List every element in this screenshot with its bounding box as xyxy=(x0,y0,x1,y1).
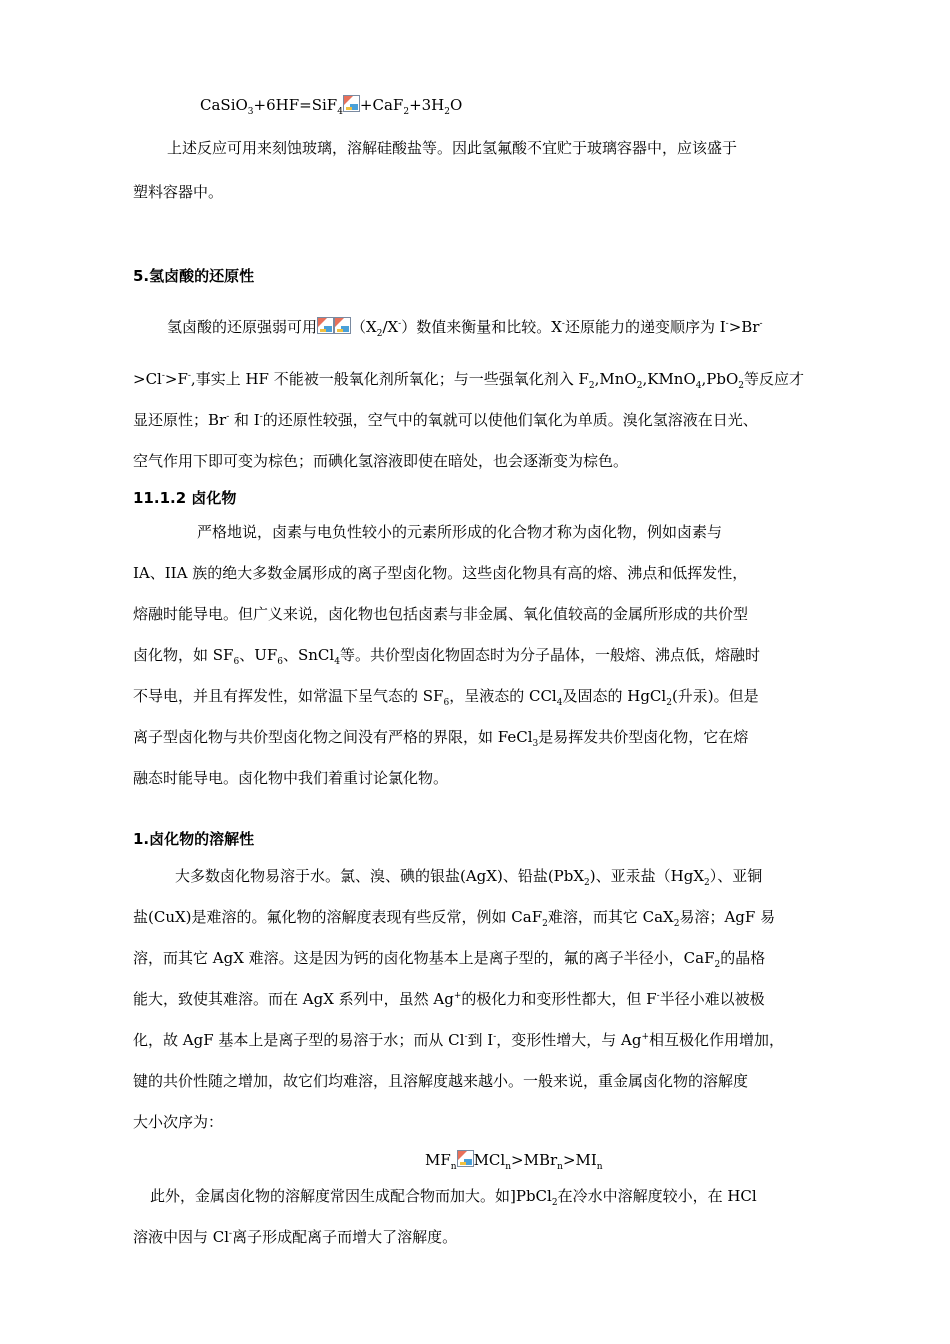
missing-image-icon xyxy=(457,1150,474,1167)
equation-solubility-order: $MF_n$ $MCl_n>MBr_n>MI_n$ xyxy=(425,1151,603,1172)
paragraph-line: 空气作用下即可变为棕色；而碘化氢溶液即使在暗处，也会逐渐变为棕色。 xyxy=(133,452,629,470)
missing-image-icon xyxy=(317,317,334,334)
paragraph-line: >Cl->F-,事实上 HF 不能被一般氧化剂所氧化；与一些强氧化剂入 $F_2,MnO_2,KMnO_4,PbO_2$等反应才 xyxy=(133,370,805,391)
paragraph-line: 不导电，并且有挥发性，如常温下呈气态的 $SF_6$，呈液态的 CCl$_4$及固态的 HgCl$_2$(升汞)。但是 xyxy=(133,687,759,708)
paragraph-line: 上述反应可用来刻蚀玻璃，溶解硅酸盐等。因此氢氟酸不宜贮于玻璃容器中，应该盛于 xyxy=(167,139,738,157)
paragraph-line: 化，故 AgF 基本上是离子型的易溶于水；而从 Cl-到 I-，变形性增大，与 Ag+相互极化作用增加， xyxy=(133,1031,785,1049)
section-heading: 5.氢卤酸的还原性 xyxy=(133,267,255,285)
paragraph-line: 盐(CuX)是难溶的。氟化物的溶解度表现有些反常，例如 CaF$_2$难溶，而其它 CaX$_2$易溶；AgF 易 xyxy=(133,908,776,929)
paragraph-line: 此外，金属卤化物的溶解度常因生成配合物而加大。如]PbCl$_2$在冷水中溶解度较小，在 HCl xyxy=(150,1187,757,1208)
paragraph-line: 氢卤酸的还原强弱可用 $(X_2/X^-)$数值来衡量和比较。X-还原能力的递变顺序为 I->Br- xyxy=(167,318,763,339)
paragraph-line: 溶液中因与 Cl-离子形成配离子而增大了溶解度。 xyxy=(133,1228,458,1246)
paragraph-line: 塑料容器中。 xyxy=(133,183,224,201)
paragraph-line: 熔融时能导电。但广义来说，卤化物也包括卤素与非金属、氧化值较高的金属所形成的共价型 xyxy=(133,605,749,623)
paragraph-line: 大多数卤化物易溶于水。氯、溴、碘的银盐(AgX)、铅盐(PbX$_2$)、亚汞盐（HgX$_2$）、亚铜 xyxy=(175,867,763,888)
equation-caf2: CaSiO$_3$+6HF=SiF$_4$ $+CaF_2+3H_2O$ xyxy=(200,96,463,117)
paragraph-line: 卤化物，如 $SF_6$、$UF_6$、SnCl$_4$等。共价型卤化物固态时为分子晶体，一般熔、沸点低，熔融时 xyxy=(133,646,760,667)
paragraph-line: 能大，致使其难溶。而在 AgX 系列中，虽然 Ag+的极化力和变形性都大，但 F-半径小难以被极 xyxy=(133,990,765,1008)
section-heading: 11.1.2 卤化物 xyxy=(133,489,237,507)
paragraph-line: 融态时能导电。卤化物中我们着重讨论氯化物。 xyxy=(133,769,449,787)
paragraph-line: 大小次序为： xyxy=(133,1113,224,1131)
section-heading: 1.卤化物的溶解性 xyxy=(133,830,255,848)
paragraph-line: 显还原性；Br- 和 I-的还原性较强，空气中的氧就可以使他们氧化为单质。溴化氢溶液在日光、 xyxy=(133,411,758,429)
missing-image-icon xyxy=(343,95,360,112)
paragraph-line: 键的共价性随之增加，故它们均难溶，且溶解度越来越小。一般来说，重金属卤化物的溶解度 xyxy=(133,1072,749,1090)
paragraph-line: IA、IIA 族的绝大多数金属形成的离子型卤化物。这些卤化物具有高的熔、沸点和低挥发性， xyxy=(133,564,748,582)
paragraph-line: 严格地说，卤素与电负性较小的元素所形成的化合物才称为卤化物，例如卤素与 xyxy=(197,523,723,541)
paragraph-line: 离子型卤化物与共价型卤化物之间没有严格的界限，如 FeCl$_3$是易挥发共价型卤化物，它在熔 xyxy=(133,728,749,749)
paragraph-line: 溶，而其它 AgX 难溶。这是因为钙的卤化物基本上是离子型的，氟的离子半径小，CaF$_2$的晶格 xyxy=(133,949,766,970)
missing-image-icon xyxy=(334,317,351,334)
